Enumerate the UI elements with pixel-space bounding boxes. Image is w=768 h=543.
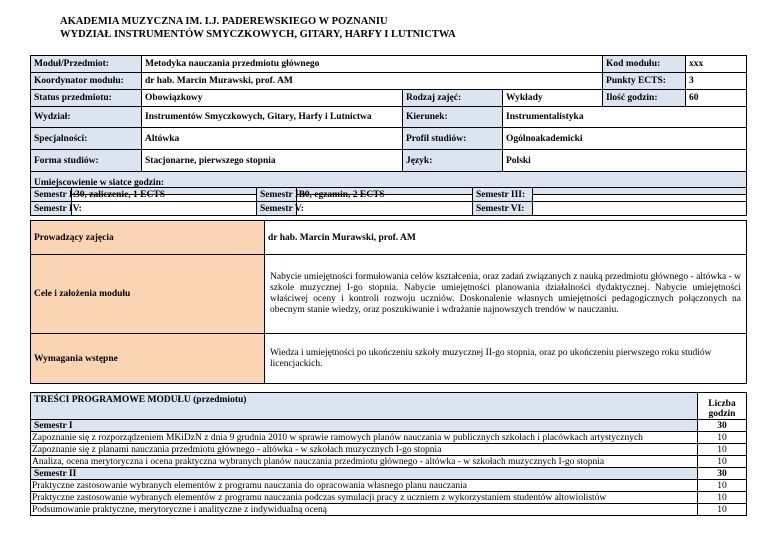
academy-name: AKADEMIA MUZYCZNA IM. I.J. PADEREWSKIEGO W POZNANIU: [60, 16, 388, 27]
content-row-text: Praktyczne zastosowanie wybranych elementów z programu nauczania do opracowania własnego planu nauczania: [31, 480, 698, 492]
requirements-value: Wiedza i umiejętności po ukończeniu szkoły muzycznej II-go stopnia, oraz po ukończeniu pierwszego roku studiów licencjackich.: [265, 334, 747, 384]
profile-value: Ogólnoakademicki: [503, 128, 747, 150]
specialty-value: Altówka: [142, 128, 403, 150]
semester-1-hours: 30: [698, 420, 747, 432]
content-row-text: Praktyczne zastosowanie wybranych elementów z programu nauczania podczas symulacji pracy z uczniem z wykorzystaniem studentów altowiolistów: [31, 492, 698, 504]
specialty-label: Specjalności:: [31, 128, 142, 150]
coordinator-value: dr hab. Marcin Murawski, prof. AM: [142, 73, 603, 90]
placement-label: Umiejscowienie w siatce godzin:: [31, 172, 747, 195]
details-table: [30, 220, 747, 384]
module-value: Metodyka nauczania przedmiotu głównego: [142, 56, 603, 73]
instructor-value: dr hab. Marcin Murawski, prof. AM: [265, 221, 747, 255]
semester-5-label: Semestr V:: [257, 202, 297, 216]
class-type-value: Wykłady: [503, 90, 603, 107]
semester-4-value: [72, 202, 257, 216]
module-info-table: [30, 55, 747, 195]
content-row-hours: 10: [698, 492, 747, 504]
content-row-hours: 10: [698, 456, 747, 468]
program-content-title: TREŚCI PROGRAMOWE MODUŁU (przedmiotu): [31, 393, 698, 420]
semester-6-label: Semestr VI:: [473, 202, 533, 216]
hours-column-header: Liczba godzin: [698, 393, 747, 420]
field-value: Instrumentalistyka: [503, 107, 747, 128]
goals-label: Cele i założenia modułu: [31, 255, 265, 334]
ects-label: Punkty ECTS:: [603, 73, 686, 90]
program-content-table: [30, 392, 747, 516]
class-type-label: Rodzaj zajęć:: [403, 90, 503, 107]
module-label: Moduł/Przedmiot:: [31, 56, 142, 73]
semester-2-label: Semestr II:: [257, 188, 297, 202]
goals-value: Nabycie umiejętności formułowania celów kształcenia, oraz zadań związanych z nauką przedmiotu głównego - altówka - w szkole muzycznej I-go stopnia. Nabycie umiejętności planowania działalności dydaktycznej. Nabycie umiejętności właściwej oceny i kontroli rozwoju uczniów. Doskonalenie własnych umiejętności pedagogicznych połączonych na obecnym stanie wiedzy, oraz poszukiwanie i wdrażanie najnowszych trendów w nauczaniu.: [265, 255, 747, 334]
module-code-value: xxx: [686, 56, 747, 73]
faculty-value: Instrumentów Smyczkowych, Gitary, Harfy i Lutnictwa: [142, 107, 403, 128]
document-header: [60, 15, 456, 41]
faculty-name: WYDZIAŁ INSTRUMENTÓW SMYCZKOWYCH, GITARY, HARFY I LUTNICTWA: [60, 29, 456, 40]
content-row-text: Podsumowanie praktyczne, merytoryczne i analityczne z indywidualną oceną: [31, 504, 698, 516]
status-value: Obowiązkowy: [142, 90, 403, 107]
semester-3-value: [533, 188, 747, 202]
instructor-label: Prowadzący zajęcia: [31, 221, 265, 255]
module-code-label: Kod modułu:: [603, 56, 686, 73]
content-row-text: Analiza, ocena merytoryczna i ocena praktyczna wybranych planów nauczania przedmiotu głównego - altówka - w szkołach muzycznych I-go stopnia: [31, 456, 698, 468]
semester-6-value: [533, 202, 747, 216]
study-form-label: Forma studiów:: [31, 150, 142, 172]
study-form-value: Stacjonarne, pierwszego stopnia: [142, 150, 403, 172]
status-label: Status przedmiotu:: [31, 90, 142, 107]
language-label: Język:: [403, 150, 503, 172]
faculty-label: Wydział:: [31, 107, 142, 128]
content-row-hours: 10: [698, 480, 747, 492]
content-row-hours: 10: [698, 432, 747, 444]
coordinator-label: Koordynator modułu:: [31, 73, 142, 90]
semester-1-label: Semestr I:: [31, 188, 72, 202]
semester-3-label: Semestr III:: [473, 188, 533, 202]
language-value: Polski: [503, 150, 747, 172]
semester-2-hours: 30: [698, 468, 747, 480]
content-row-text: Zapoznanie się z rozporządzeniem MKiDzN z dnia 9 grudnia 2010 w sprawie ramowych planów nauczania w publicznych szkołach i placówkach artystycznych: [31, 432, 698, 444]
content-row-text: Zapoznanie się z planami nauczania przedmiotu głównego - altówka - w szkołach muzycznych I-go stopnia: [31, 444, 698, 456]
semester-1-heading: Semestr I: [31, 420, 698, 432]
hours-value: 60: [686, 90, 747, 107]
semester-table: [30, 187, 747, 216]
semester-5-value: [297, 202, 473, 216]
semester-2-heading: Semestr II: [31, 468, 698, 480]
requirements-label: Wymagania wstępne: [31, 334, 265, 384]
content-row-hours: 10: [698, 504, 747, 516]
semester-2-value: 30, egzamin, 2 ECTS: [297, 188, 473, 202]
content-row-hours: 10: [698, 444, 747, 456]
semester-4-label: Semestr IV:: [31, 202, 72, 216]
profile-label: Profil studiów:: [403, 128, 503, 150]
ects-value: 3: [686, 73, 747, 90]
field-label: Kierunek:: [403, 107, 503, 128]
hours-label: Ilość godzin:: [603, 90, 686, 107]
semester-1-value: 30, zaliczenie, 1 ECTS: [72, 188, 257, 202]
